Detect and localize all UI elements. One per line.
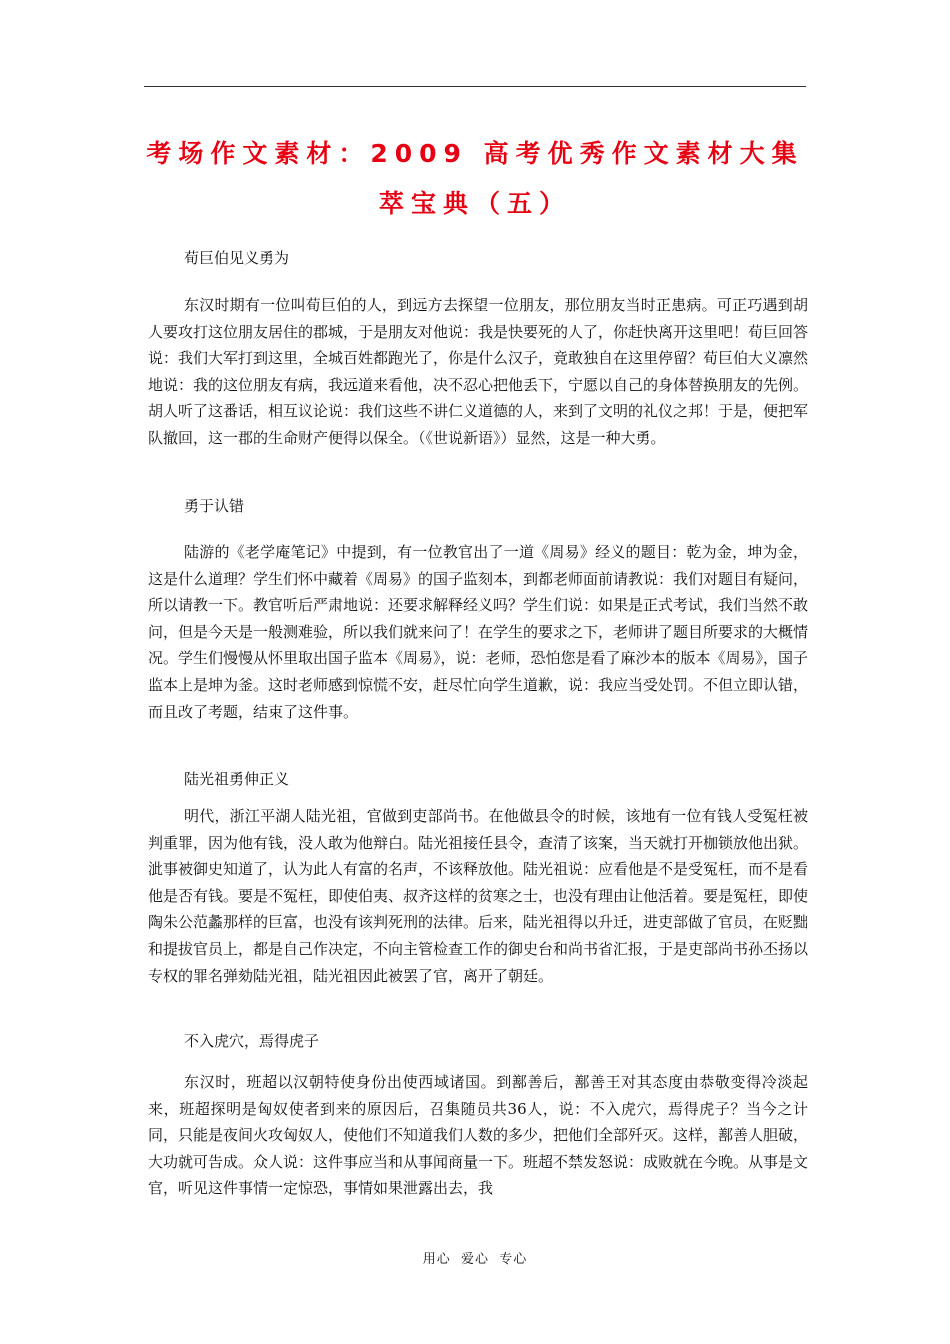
header-rule: [144, 86, 806, 87]
document-title-line1: 考场作文素材：2009 高考优秀作文素材大集: [146, 139, 804, 168]
section-heading: 勇于认错: [184, 497, 245, 515]
section-paragraph: 陆游的《老学庵笔记》中提到，有一位教官出了一道《周易》经义的题目：乾为金，坤为金，这是什么道理？学生们怀中藏着《周易》的国子监刻本，到都老师面前请教说：我们对题目有疑问，所以请教一下。教官听后严肃地说：还要求解释经义吗？学生们说：如果是正式考试，我们当然不敢问，但是今天是一般测难验，所以我们就来问了！在学生的要求之下，老师讲了题目所要求的大概情况。学生们慢慢从怀里取出国子监本《周易》，说：老师，恐怕您是看了麻沙本的版本《周易》，国子监本上是坤为釜。这时老师感到惊慌不安，赶尽忙向学生道歉，说：我应当受处罚。不但立即认错，而且改了考题，结束了这件事。: [148, 543, 809, 721]
page-footer: 用心 爱心 专心: [422, 1252, 528, 1267]
section-heading: 荀巨伯见义勇为: [184, 249, 290, 267]
section-paragraph: 东汉时期有一位叫荀巨伯的人，到远方去探望一位朋友，那位朋友当时正患病。可正巧遇到胡人要攻打这位朋友居住的郡城，于是朋友对他说：我是快要死的人了，你赶快离开这里吧！荀巨回答说：我们大军打到这里，全城百姓都跑光了，你是什么汉子，竟敢独自在这里停留？荀巨伯大义凛然地说：我的这位朋友有病，我远道来看他，决不忍心把他丢下，宁愿以自己的身体替换朋友的先例。胡人听了这番话，相互议论说：我们这些不讲仁义道德的人，来到了文明的礼仪之邦！于是，便把军队撤回，这一郡的生命财产便得以保全。（《世说新语》）显然，这是一种大勇。: [148, 296, 809, 447]
section-paragraph: 东汉时，班超以汉朝特使身份出使西域诸国。到鄯善后，鄯善王对其态度由恭敬变得冷淡起来，班超探明是匈奴使者到来的原因后，召集随员共36人，说：不入虎穴，焉得虎子？当今之计同，只能是夜间火攻匈奴人，使他们不知道我们人数的多少，把他们全部歼灭。这样，鄯善人胆破，大功就可告成。众人说：这件事应当和从事闻商量一下。班超不禁发怒说：成败就在今晚。从事是文官，听见这件事情一定惊恐，事情如果泄露出去，我: [148, 1073, 809, 1198]
section-paragraph: 明代，浙江平湖人陆光祖，官做到吏部尚书。在他做县令的时候，该地有一位有钱人受冤枉被判重罪，因为他有钱，没人敢为他辩白。陆光祖接任县令，查清了该案，当天就打开枷锁放他出狱。泚事被御史知道了，认为此人有富的名声，不该释放他。陆光祖说：应看他是不是受冤枉，而不是看他是否有钱。要是不冤枉，即使伯夷、叔齐这样的贫寒之士，也没有理由让他活着。要是冤枉，即使陶朱公范蠡那样的巨富，也没有该判死刑的法律。后来，陆光祖得以升迁，进吏部做了官员，在贬黜和提拔官员上，都是自己作决定，不向主管检查工作的御史台和尚书省汇报，于是吏部尚书孙丕扬以专权的罪名弹劾陆光祖，陆光祖因此被罢了官，离开了朝廷。: [148, 807, 809, 985]
section-heading: 不入虎穴，焉得虎子: [184, 1032, 320, 1050]
document-title-line2: 萃宝典（五）: [378, 189, 571, 218]
section-heading: 陆光祖勇伸正义: [184, 770, 290, 788]
